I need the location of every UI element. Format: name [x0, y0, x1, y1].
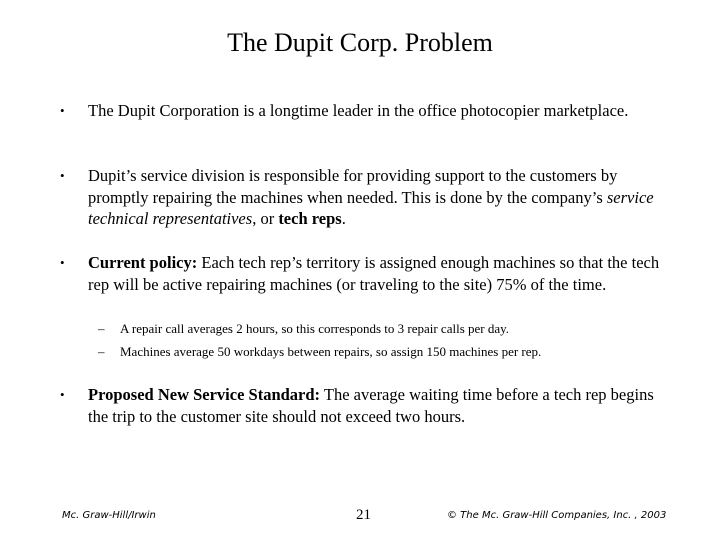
page-number: 21 [356, 507, 371, 523]
bullet-marker: • [60, 168, 65, 183]
bullet-2-text [88, 165, 668, 230]
bullet-4-body: The average waiting time before a tech rep begins the trip to the customer site should not exceed two hours. [88, 385, 654, 426]
bullet-4-lead: Proposed New Service Standard: [88, 385, 321, 404]
slide-title: The Dupit Corp. Problem [227, 28, 493, 57]
footer-publisher: Mc. Graw-Hill/Irwin [62, 510, 156, 521]
bullet-4-text [88, 384, 668, 427]
sub-bullet-1-text: A repair call averages 2 hours, so this corresponds to 3 repair calls per day. [120, 321, 510, 336]
bullet-1-text: The Dupit Corporation is a longtime leader in the office photocopier marketplace. [88, 101, 629, 120]
bullet-3-lead: Current policy: [88, 253, 198, 272]
footer-copyright: © The Mc. Graw-Hill Companies, Inc. , 2003 [447, 510, 667, 521]
bullet-2-italic-term: service technical representatives [88, 187, 654, 228]
sub-bullet-marker: – [98, 321, 105, 336]
bullet-2-text-before: Dupit’s service division is responsible for providing support to the customers by promptly repairing the machines when needed. This is done by the company’s [88, 166, 618, 207]
bullet-marker: • [60, 103, 65, 118]
bullet-marker: • [60, 387, 65, 402]
bullet-marker: • [60, 255, 65, 270]
sub-bullet-2-text: Machines average 50 workdays between repairs, so assign 150 machines per rep. [120, 344, 542, 359]
bullet-3-body: Each tech rep’s territory is assigned enough machines so that the tech rep will be active repairing machines (or traveling to the site) 75% of the time. [88, 253, 660, 294]
bullet-2-text-mid: , or [252, 209, 279, 228]
bullet-2-bold-term: tech reps [278, 209, 342, 228]
bullet-2-text-after: . [341, 209, 346, 228]
bullet-3-text [88, 252, 668, 295]
sub-bullet-marker: – [98, 344, 105, 359]
